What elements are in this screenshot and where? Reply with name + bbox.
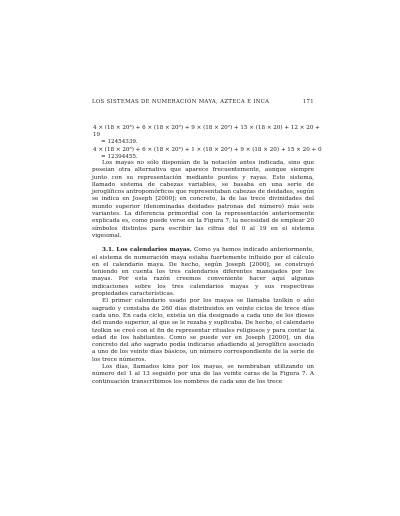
running-title: LOS SISTEMAS DE NUMERACIÓN MAYA, AZTECA E INCA — [92, 99, 270, 105]
equation-result: = 12394455. — [101, 153, 138, 160]
page-number: 171 — [302, 99, 314, 105]
paragraph — [92, 247, 314, 298]
paragraph: Los mayas no sólo disponían de la notación antes indicada, sino que poseían otra alternativa que aparece frecuentemente, aunque siempre junto con su representación mediante puntos y rayas. Este sistema, llamado sistema de cabezas variables, se basaba en una serie de jeroglíficos antropomórficos que representaban cabezas de deidades, según se indica en Joseph [2000]; en concreto, la de las trece divinidades del mundo superior (denominadas deidades patronas del número) más seis variantes. La diferencia primordial con la representación anteriormente explicada es, como puede verse en la Figura 7, la necesidad de emplear 20 símbolos distintos para escribir las cifras del 0 al 19 en el sistema vigesimal. — [92, 160, 314, 239]
equation-line: 4 × (18 × 20³) + 6 × (18 × 20²) + 9 × (18 × 20²) + 15 × (18 × 20) + 12 × 20 + 19 — [93, 125, 320, 139]
paragraph: Los días, llamados kins por los mayas, se nombraban utilizando un número del 1 al 13 seguido por una de las veinte caras de la Figura 7. A continuación transcribimos los nombres de cada uno de los trece — [92, 364, 314, 385]
equation-result: = 12454339. — [101, 139, 138, 146]
paragraph: El primer calendario usado por los mayas se llamaba tzolkin o año sagrado y constaba de 260 días distribuidos en veinte ciclos de trece días cada uno. En cada ciclo, existía un día designado a cada uno de los dioses del mundo superior, al que se le rezaba y suplicaba. De hecho, el calendario tzolkin se creó con el fin de representar rituales religiosos y para contar la edad de los habitantes. Como se puede ver en Joseph [2000], un día concreto del año sagrado podía indicarse añadiendo al jeroglífico asociado a uno de los veinte días básicos, un número correspondiente de la serie de los trece números. — [92, 298, 314, 363]
section-heading: 3.1. Los calendarios mayas. — [102, 247, 192, 254]
equation-block — [93, 125, 323, 161]
body-text — [92, 160, 314, 386]
equation-line: 4 × (18 × 20³) + 6 × (18 × 20²) + 1 × (18 × 20²) + 9 × (18 × 20) + 15 × 20 + 0 — [93, 146, 322, 153]
page-header — [92, 99, 314, 106]
paragraph-text: Como ya hemos indicado anteriormente, el sistema de numeración maya estaba fuertemente influido por el cálculo en el calendario maya. De hecho, según Joseph [2000], se construyó teniendo en cuenta los tres calendarios diferentes manejados por los mayas. Por esta razón creemos conveniente hacer aquí algunas indicaciones sobre los tres calendarios mayas y sus respectivas propiedades características. — [92, 247, 314, 298]
